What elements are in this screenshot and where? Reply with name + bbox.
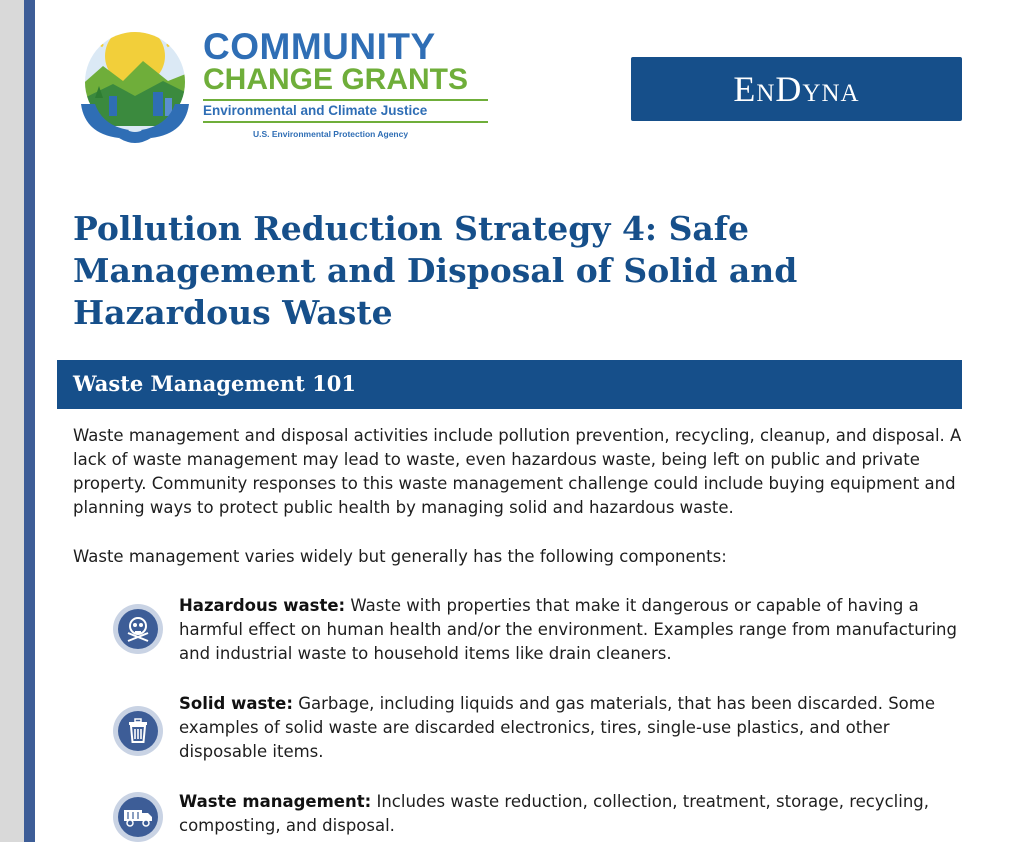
logo-title-change-grants: CHANGE GRANTS xyxy=(203,63,469,96)
solid-waste-term: Solid waste: xyxy=(179,694,293,713)
logo-subtitle: Environmental and Climate Justice xyxy=(203,99,488,123)
waste-management-term: Waste management: xyxy=(179,792,372,811)
waste-management-icon-badge xyxy=(113,792,163,842)
components-intro: Waste management varies widely but generally has the following components: xyxy=(73,547,727,566)
document-page xyxy=(35,0,1016,842)
trash-can-icon xyxy=(125,718,151,744)
logo-title-community: COMMUNITY xyxy=(203,26,436,67)
hazardous-waste-term: Hazardous waste: xyxy=(179,596,346,615)
hazardous-waste-icon-badge xyxy=(113,604,163,654)
community-emblem-icon xyxy=(73,26,197,150)
waste-management-description xyxy=(179,790,969,838)
solid-waste-text: Garbage, including liquids and gas materials, that has been discarded. Some examples of solid waste are discarded electronics, tires, single-use plastics, and other disposable items. xyxy=(179,694,936,761)
page-title: Pollution Reduction Strategy 4: Safe Management and Disposal of Solid and Hazardous Waste xyxy=(73,209,798,332)
intro-paragraph: Waste management and disposal activities include pollution prevention, recycling, cleanup, and disposal. A lack of waste management may lead to waste, even hazardous waste, being left on public and private property. Community responses to this waste management challenge could include buying equipment and planning ways to protect public health by managing solid and hazardous waste. xyxy=(73,426,962,517)
page-edge-accent xyxy=(24,0,35,842)
endyna-wordmark: EnDyna xyxy=(733,69,860,109)
section-heading: Waste Management 101 xyxy=(73,371,357,396)
community-change-grants-logo xyxy=(73,26,533,150)
solid-waste-description xyxy=(179,692,969,764)
hazardous-waste-text: Waste with properties that make it dangerous or capable of having a harmful effect on human health and/or the environment. Examples range from manufacturing and industrial waste to household items like drain cleaners. xyxy=(179,596,957,663)
section-heading-bar xyxy=(57,360,962,409)
solid-waste-icon-badge xyxy=(113,706,163,756)
hazardous-waste-description xyxy=(179,594,969,666)
garbage-truck-icon xyxy=(123,806,153,828)
waste-management-text: Includes waste reduction, collection, treatment, storage, recycling, composting, and disposal. xyxy=(179,792,930,835)
logo-agency: U.S. Environmental Protection Agency xyxy=(253,129,409,139)
endyna-logo xyxy=(631,57,962,121)
viewer-gutter xyxy=(0,0,24,842)
skull-crossbones-icon xyxy=(124,615,152,643)
